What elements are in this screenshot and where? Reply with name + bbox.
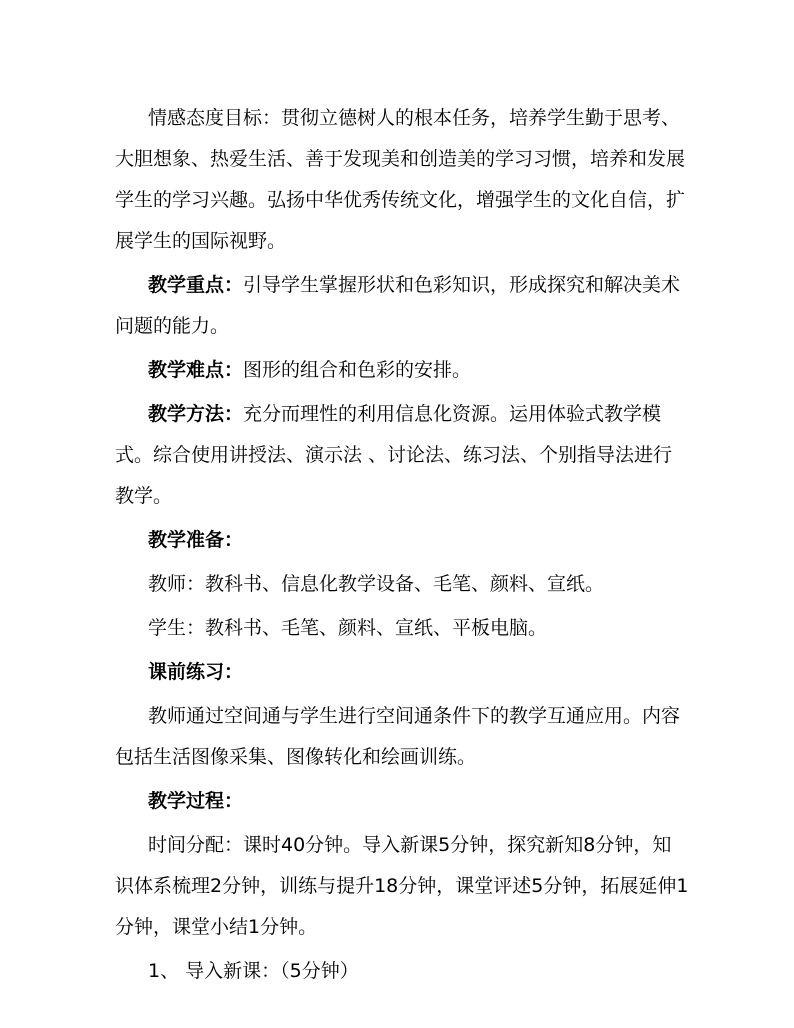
paragraph-process-heading	[115, 781, 690, 822]
paragraph-difficulty	[115, 350, 690, 391]
emotion-goal-text: 情感态度目标：贯彻立德树人的根本任务，培养学生勤于思考、大胆想象、热爱生活、善于发现美和创造美的学习习惯，培养和发展学生的学习兴趣。弘扬中华优秀传统文化，增强学生的文化自信，扩展学生的国际视野。	[115, 107, 686, 252]
method-label: 教学方法：	[148, 403, 244, 425]
paragraph-preparation-teacher	[115, 564, 690, 605]
difficulty-text: 图形的组合和色彩的安排。	[243, 359, 472, 381]
key-point-label: 教学重点：	[148, 274, 244, 296]
preparation-teacher-text: 教师：教科书、信息化教学设备、毛笔、颜料、宣纸。	[148, 573, 605, 595]
pre-practice-label: 课前练习：	[148, 661, 244, 683]
key-point-text: 引导学生掌握形状和色彩知识，形成探究和解决美术问题的能力。	[115, 274, 681, 337]
paragraph-preparation-heading	[115, 520, 690, 561]
method-text: 充分而理性的利用信息化资源。运用体验式教学模式。综合使用讲授法、演示法 、讨论法、练习法、个别指导法进行教学。	[115, 403, 673, 507]
difficulty-label: 教学难点：	[148, 359, 244, 381]
step-1-text: 1、 导入新课：（5分钟）	[148, 960, 359, 982]
preparation-label: 教学准备：	[148, 529, 244, 551]
document-body	[115, 98, 690, 992]
time-allocation-text: 时间分配：课时40分钟。导入新课5分钟，探究新知8分钟，知识体系梳理2分钟，训练与提升18分钟，课堂评述5分钟，拓展延伸1分钟，课堂小结1分钟。	[115, 834, 689, 938]
preparation-student-text: 学生：教科书、毛笔、颜料、宣纸、平板电脑。	[148, 617, 548, 639]
paragraph-key-point	[115, 265, 690, 347]
paragraph-preparation-student	[115, 608, 690, 649]
paragraph-step-1	[115, 951, 690, 992]
paragraph-time-allocation	[115, 825, 690, 948]
paragraph-pre-practice-heading	[115, 652, 690, 693]
process-label: 教学过程：	[148, 790, 244, 812]
paragraph-emotion-goal	[115, 98, 690, 262]
pre-practice-text: 教师通过空间通与学生进行空间通条件下的教学互通应用。内容包括生活图像采集、图像转化和绘画训练。	[115, 705, 681, 768]
paragraph-method	[115, 394, 690, 517]
paragraph-pre-practice	[115, 696, 690, 778]
